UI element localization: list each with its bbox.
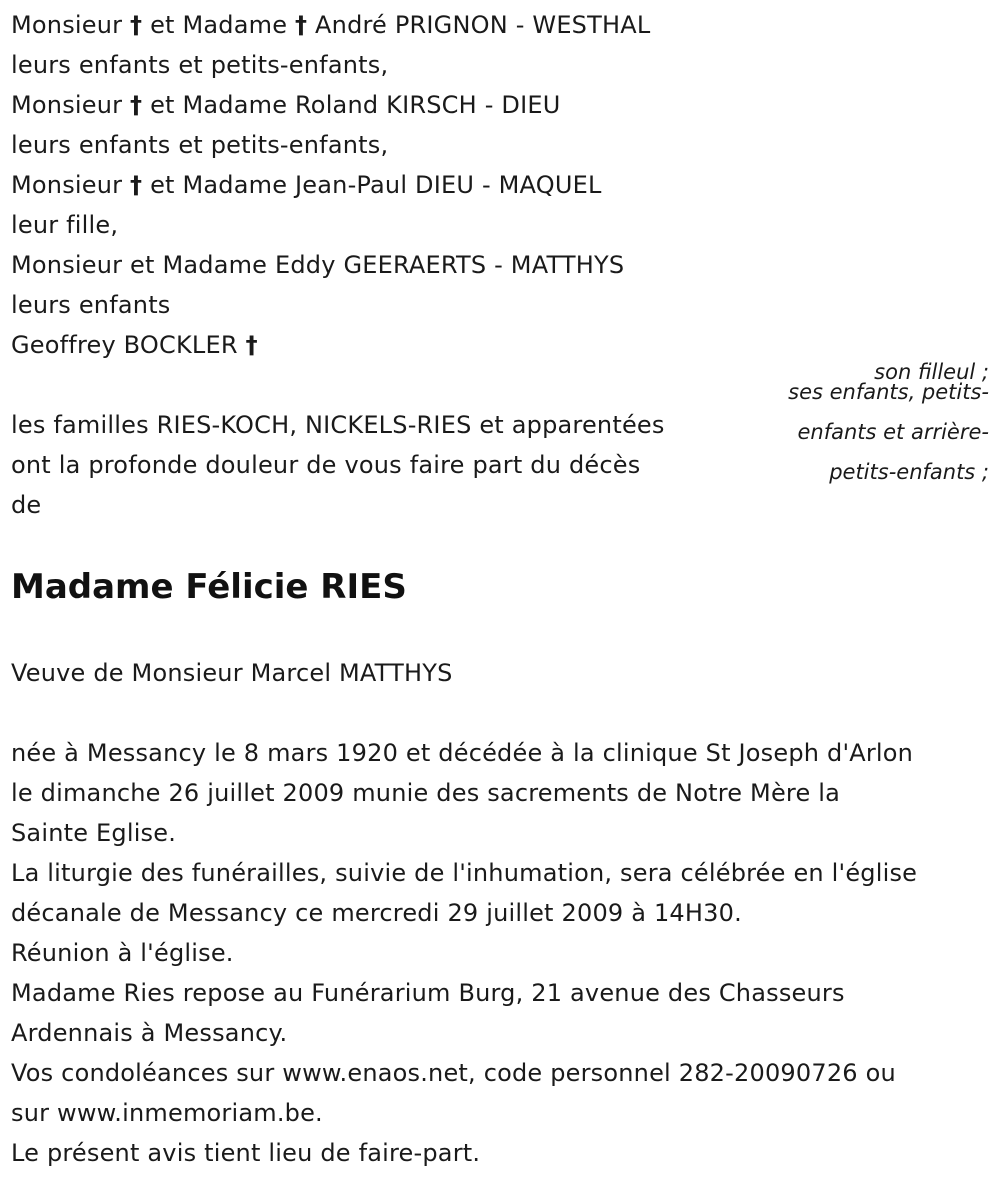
- cross-icon: †: [130, 91, 143, 119]
- cross-icon: †: [245, 331, 258, 359]
- announcer-text: Monsieur: [11, 171, 131, 199]
- details-line-7: Madame Ries repose au Funérarium Burg, 21 avenue des Chasseurs: [11, 979, 845, 1007]
- deceased-name: Madame Félicie RIES: [11, 567, 407, 607]
- details-line-1: née à Messancy le 8 mars 1920 et décédée à la clinique St Joseph d'Arlon: [11, 739, 914, 767]
- families-line-1: les familles RIES-KOCH, NICKELS-RIES et apparentées: [11, 411, 665, 439]
- announcer-text: Geoffrey BOCKLER: [11, 331, 246, 359]
- announcer-line-dieu: [11, 165, 602, 205]
- announcer-text: et Madame Jean-Paul DIEU - MAQUEL: [142, 171, 602, 199]
- announcer-line-prignon: [11, 5, 650, 45]
- relation-filleul: son filleul ;: [874, 360, 989, 384]
- announcer-line-bockler: [11, 325, 258, 365]
- cross-icon: †: [130, 11, 143, 39]
- announcer-line-geeraerts: Monsieur et Madame Eddy GEERAERTS - MATTHYS: [11, 251, 625, 279]
- details-line-3: Sainte Eglise.: [11, 819, 177, 847]
- announcer-line-prignon-children: leurs enfants et petits-enfants,: [11, 51, 389, 79]
- details-line-5: décanale de Messancy ce mercredi 29 juillet 2009 à 14H30.: [11, 899, 742, 927]
- announcer-text: Monsieur: [11, 91, 131, 119]
- details-line-6: Réunion à l'église.: [11, 939, 234, 967]
- families-line-2: ont la profonde douleur de vous faire part du décès: [11, 451, 641, 479]
- announcer-line-kirsch: [11, 85, 560, 125]
- cross-icon: †: [295, 11, 308, 39]
- announcer-text: et Madame: [142, 11, 296, 39]
- announcer-text: et Madame Roland KIRSCH - DIEU: [142, 91, 561, 119]
- details-line-4: La liturgie des funérailles, suivie de l'inhumation, sera célébrée en l'église: [11, 859, 918, 887]
- families-line-3: de: [11, 491, 42, 519]
- relation-children-line2: enfants et arrière-: [797, 420, 989, 444]
- widow-of: Veuve de Monsieur Marcel MATTHYS: [11, 659, 453, 687]
- details-line-8: Ardennais à Messancy.: [11, 1019, 288, 1047]
- announcer-line-geeraerts-children: leurs enfants: [11, 291, 171, 319]
- announcer-line-dieu-daughter: leur fille,: [11, 211, 119, 239]
- cross-icon: †: [130, 171, 143, 199]
- details-line-9: Vos condoléances sur www.enaos.net, code personnel 282-20090726 ou: [11, 1059, 896, 1087]
- relation-children-line3: petits-enfants ;: [829, 460, 989, 484]
- details-line-11: Le présent avis tient lieu de faire-part.: [11, 1139, 481, 1167]
- announcer-text: Monsieur: [11, 11, 131, 39]
- relation-children-line1: ses enfants, petits-: [788, 380, 989, 404]
- details-line-10: sur www.inmemoriam.be.: [11, 1099, 323, 1127]
- details-line-2: le dimanche 26 juillet 2009 munie des sacrements de Notre Mère la: [11, 779, 841, 807]
- announcer-line-kirsch-children: leurs enfants et petits-enfants,: [11, 131, 389, 159]
- announcer-text: André PRIGNON - WESTHAL: [307, 11, 651, 39]
